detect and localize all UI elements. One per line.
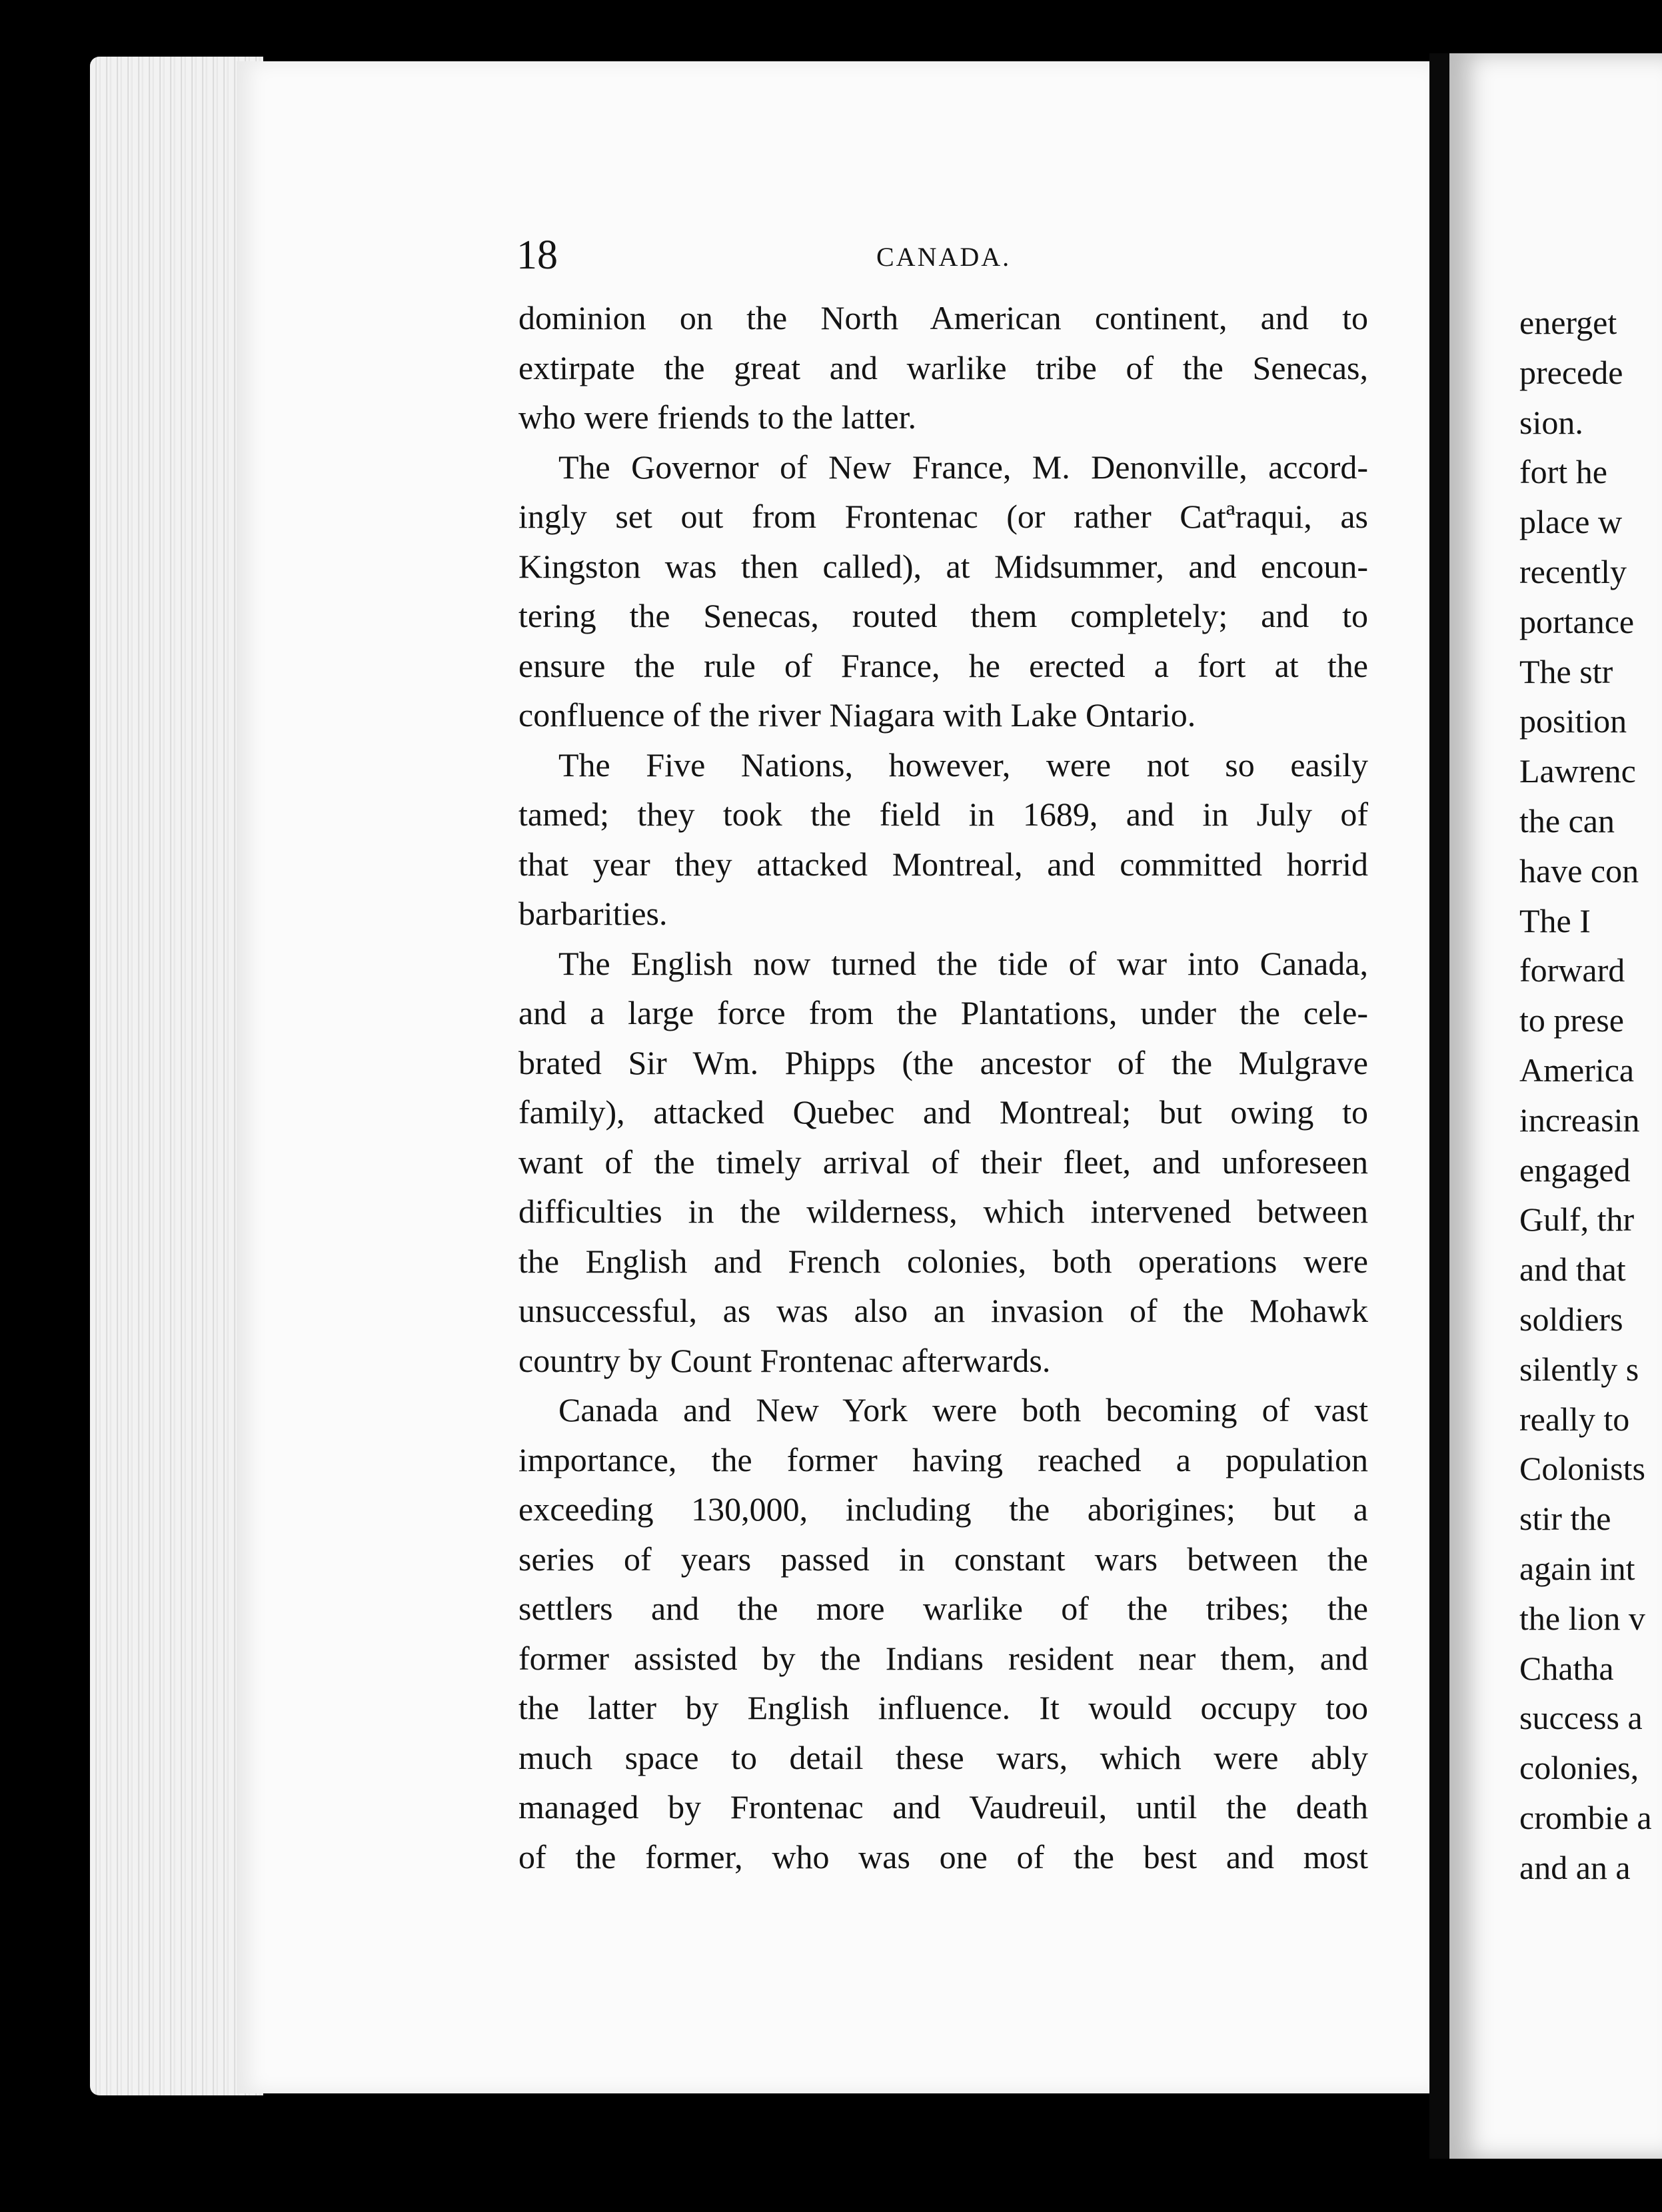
- text-line: that year they attacked Montreal, and committed horrid: [518, 845, 1368, 883]
- text-line: barbarities.: [518, 895, 668, 932]
- right-page-line: sion.: [1519, 403, 1583, 441]
- text-line: unsuccessful, as was also an invasion of the Mohawk: [518, 1292, 1368, 1329]
- text-line: the latter by English influence. It would occupy too: [518, 1689, 1368, 1726]
- right-page-line: silently s: [1519, 1350, 1639, 1388]
- right-page-line: place w: [1519, 503, 1623, 541]
- right-page-line: Lawrenc: [1519, 752, 1636, 790]
- right-page-line: stir the: [1519, 1500, 1611, 1538]
- right-page-line: success a: [1519, 1699, 1643, 1737]
- text-line: The Governor of New France, M. Denonville, accord-: [558, 448, 1368, 486]
- text-line: The English now turned the tide of war into Canada,: [558, 944, 1368, 982]
- right-page-line: precede: [1519, 353, 1623, 391]
- text-line: tering the Senecas, routed them completely; and to: [518, 597, 1368, 634]
- text-line: former assisted by the Indians resident near them, and: [518, 1639, 1368, 1677]
- right-page-line: again int: [1519, 1549, 1635, 1587]
- text-line: country by Count Frontenac afterwards.: [518, 1341, 1051, 1379]
- text-line: importance, the former having reached a population: [518, 1440, 1368, 1478]
- text-line: of the former, who was one of the best and most: [518, 1838, 1368, 1876]
- right-page-line: have con: [1519, 851, 1639, 889]
- text-line: family), attacked Quebec and Montreal; but owing to: [518, 1093, 1368, 1131]
- text-line: Kingston was then called), at Midsummer, and encoun-: [518, 547, 1368, 585]
- right-page-line: portance: [1519, 602, 1635, 640]
- right-page-line: fort he: [1519, 453, 1607, 491]
- text-line: difficulties in the wilderness, which intervened between: [518, 1193, 1368, 1230]
- right-page-line: the can: [1519, 802, 1615, 839]
- right-page-line: colonies,: [1519, 1749, 1639, 1787]
- text-line: want of the timely arrival of their fleet, and unforeseen: [518, 1143, 1368, 1181]
- text-line: settlers and the more warlike of the tribes; the: [518, 1590, 1368, 1627]
- text-line: who were friends to the latter.: [518, 398, 917, 436]
- right-page-line: Chatha: [1519, 1649, 1614, 1687]
- text-line: exceeding 130,000, including the aborigines; but a: [518, 1490, 1368, 1528]
- right-page-line: America: [1519, 1051, 1635, 1089]
- right-page-line: Colonists: [1519, 1450, 1645, 1488]
- right-page-line: soldiers: [1519, 1300, 1623, 1338]
- right-page-line: The I: [1519, 901, 1591, 939]
- text-line: The Five Nations, however, were not so easily: [558, 746, 1368, 784]
- text-line: the English and French colonies, both operations were: [518, 1242, 1368, 1280]
- text-line: series of years passed in constant wars between the: [518, 1540, 1368, 1578]
- text-line: extirpate the great and warlike tribe of the Senecas,: [518, 348, 1368, 386]
- right-page-line: The str: [1519, 652, 1613, 690]
- right-page-line: really to: [1519, 1400, 1630, 1438]
- running-title: CANADA.: [876, 242, 1012, 272]
- text-line: tamed; they took the field in 1689, and in July of: [518, 796, 1368, 833]
- right-page-line: engaged: [1519, 1151, 1631, 1189]
- right-page-line: increasin: [1519, 1101, 1640, 1139]
- right-page: [1449, 53, 1662, 2159]
- text-line: managed by Frontenac and Vaudreuil, until the death: [518, 1788, 1368, 1826]
- text-line: confluence of the river Niagara with Lake Ontario.: [518, 696, 1196, 734]
- text-line: ensure the rule of France, he erected a fort at the: [518, 646, 1368, 684]
- right-page-line: position: [1519, 702, 1627, 740]
- text-line: ingly set out from Frontenac (or rather Catªraqui, as: [518, 498, 1368, 535]
- text-line: Canada and New York were both becoming of vast: [558, 1391, 1368, 1428]
- right-page-line: the lion v: [1519, 1599, 1645, 1637]
- body-text: [518, 293, 1368, 1882]
- page-number: 18: [516, 233, 558, 278]
- page-header: [516, 235, 1386, 281]
- text-line: dominion on the North American continent, and to: [518, 299, 1368, 336]
- text-line: and a large force from the Plantations, under the cele-: [518, 994, 1368, 1031]
- right-page-line: forward: [1519, 951, 1625, 989]
- right-page-line: to prese: [1519, 1001, 1624, 1039]
- text-line: much space to detail these wars, which were ably: [518, 1738, 1368, 1776]
- right-page-line: Gulf, thr: [1519, 1201, 1635, 1239]
- right-page-text: [1519, 298, 1662, 1893]
- right-page-line: and that: [1519, 1251, 1626, 1289]
- text-line: brated Sir Wm. Phipps (the ancestor of the Mulgrave: [518, 1043, 1368, 1081]
- right-page-line: recently: [1519, 552, 1627, 590]
- right-page-line: energet: [1519, 304, 1617, 341]
- right-page-line: crombie a: [1519, 1798, 1652, 1836]
- right-page-line: and an a: [1519, 1848, 1631, 1886]
